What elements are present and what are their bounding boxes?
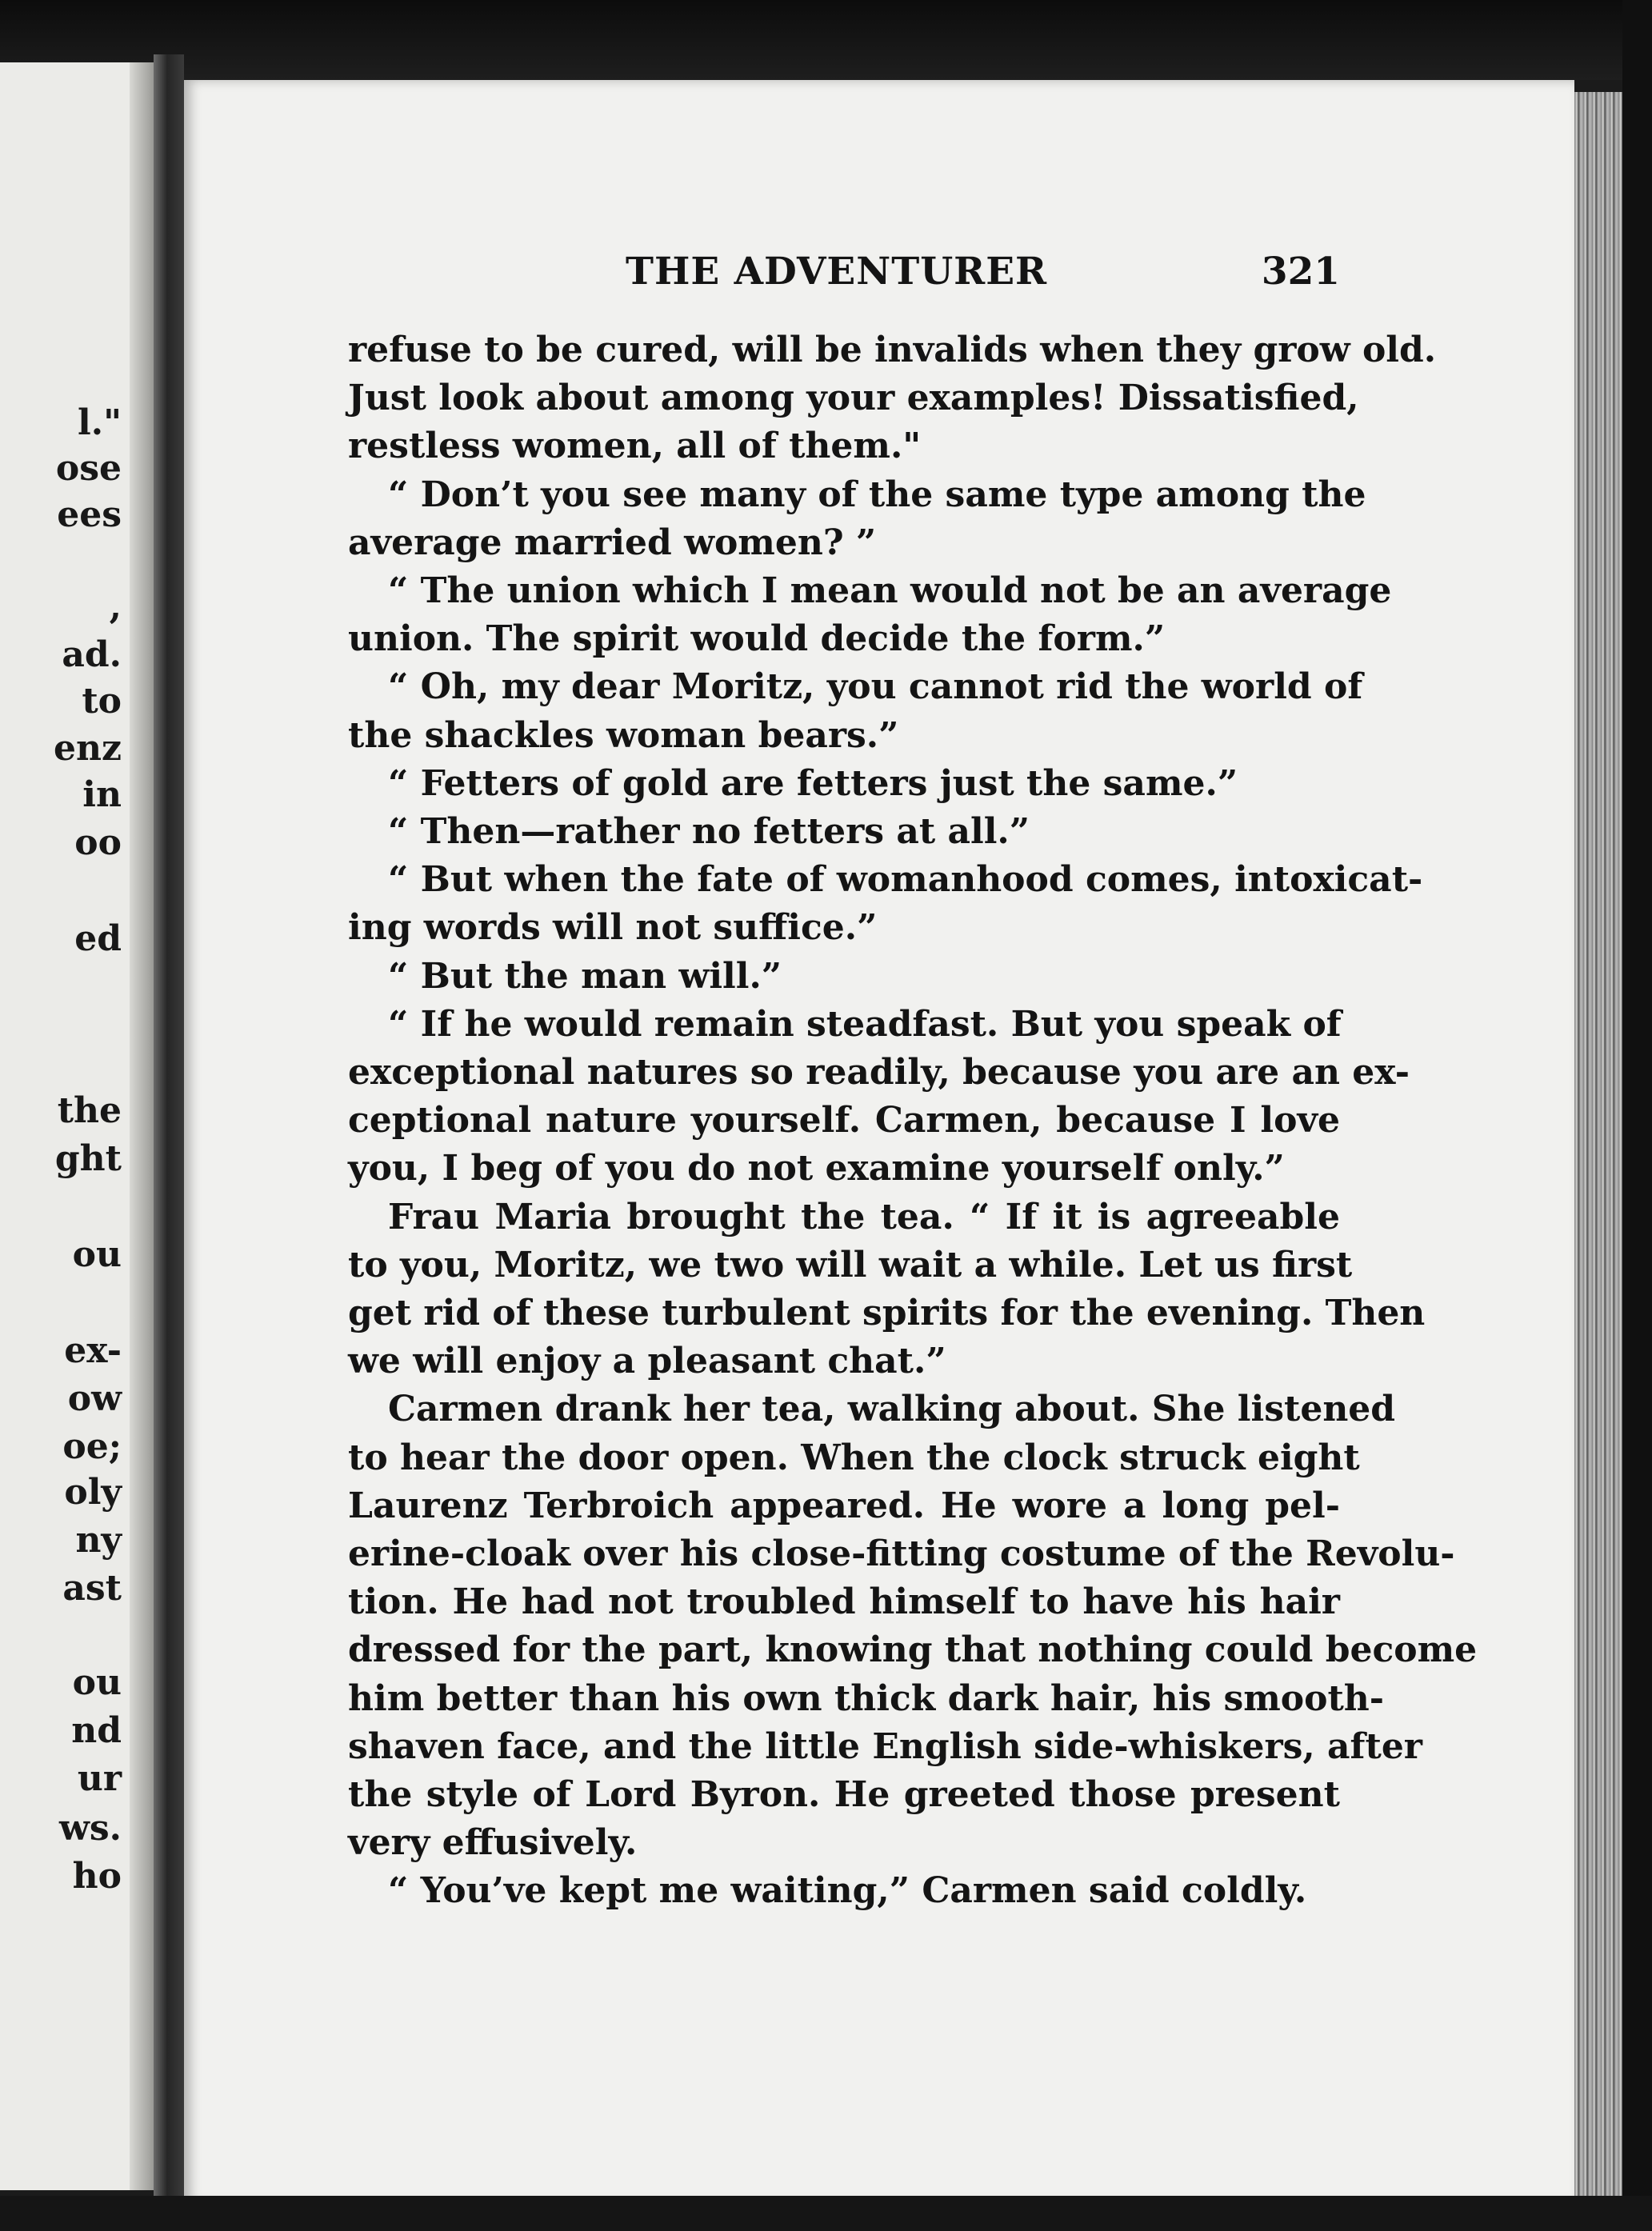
text-line: ing words will not suffice.” [348, 907, 878, 948]
left-page-fragment: ose [55, 448, 122, 489]
book-gutter [154, 54, 184, 2198]
left-page-fragment: oly [64, 1472, 122, 1513]
text-line: “ If he would remain steadfast. But you speak of [388, 1004, 1342, 1045]
text-line: Carmen drank her tea, walking about. She listened [388, 1389, 1396, 1429]
text-line: ceptional nature yourself. Carmen, because I love [348, 1100, 1340, 1141]
text-line: the shackles woman bears.” [348, 715, 899, 756]
text-line: “ You’ve kept me waiting,” Carmen said coldly. [388, 1870, 1307, 1911]
text-line: erine-cloak over his close-fitting costume of the Revolu- [348, 1533, 1455, 1574]
left-page-fragment: ad. [62, 634, 122, 675]
text-line: restless women, all of them." [348, 426, 922, 466]
text-line: exceptional natures so readily, because you are an ex- [348, 1052, 1410, 1093]
left-page-fragment: nd [71, 1710, 122, 1751]
text-line: shaven face, and the little English side-whiskers, after [348, 1726, 1422, 1767]
left-page-fragment: ou [72, 1234, 122, 1275]
text-line: Just look about among your examples! Dissatisfied, [348, 378, 1359, 418]
text-line: tion. He had not troubled himself to have his hair [348, 1581, 1340, 1622]
left-page-fragment: l." [78, 402, 122, 443]
text-line: “ But the man will.” [388, 956, 782, 997]
left-page-fragment: the [57, 1090, 122, 1131]
text-line: him better than his own thick dark hair, his smooth- [348, 1678, 1385, 1719]
left-page-edge [130, 62, 154, 2190]
left-page-fragment: ur [77, 1758, 122, 1799]
scan-border-right [1622, 0, 1652, 2231]
text-line: very effusively. [348, 1822, 638, 1863]
left-page-fragment: ow [67, 1378, 122, 1419]
left-page-fragment: enz [54, 728, 122, 769]
text-line: to you, Moritz, we two will wait a while. Let us first [348, 1245, 1353, 1285]
text-line: “ The union which I mean would not be an average [388, 570, 1392, 611]
text-line: Laurenz Terbroich appeared. He wore a long pel- [348, 1485, 1340, 1526]
text-line: “ Don’t you see many of the same type among the [388, 474, 1366, 515]
page-number: 321 [1261, 250, 1340, 294]
left-page-fragment: oe; [62, 1426, 122, 1467]
text-line: “ But when the fate of womanhood comes, intoxicat- [388, 859, 1423, 900]
text-line: “ Oh, my dear Moritz, you cannot rid the world of [388, 666, 1363, 707]
text-line: “ Fetters of gold are fetters just the same.” [388, 763, 1238, 804]
left-page-fragment: ex- [64, 1330, 122, 1371]
left-page-fragment: to [82, 681, 122, 722]
text-line: you, I beg of you do not examine yourself only.” [348, 1148, 1285, 1189]
left-page-fragment: oo [74, 822, 122, 863]
left-page [0, 62, 154, 2190]
left-page-fragment: , [109, 586, 122, 627]
running-title: THE ADVENTURER [626, 250, 1048, 294]
left-page-text-fragments [0, 62, 130, 2190]
scan-border-bottom [0, 2196, 1652, 2231]
page-stack-edge [1574, 92, 1622, 2212]
left-page-fragment: ght [54, 1138, 122, 1179]
left-page-fragment: ed [74, 918, 122, 959]
text-line: dressed for the part, knowing that nothing could become [348, 1629, 1478, 1670]
text-line: Frau Maria brought the tea. “ If it is agreeable [388, 1197, 1340, 1237]
left-page-fragment: ou [72, 1662, 122, 1703]
text-line: we will enjoy a pleasant chat.” [348, 1341, 946, 1381]
page-header [352, 250, 1340, 298]
text-line: to hear the door open. When the clock struck eight [348, 1437, 1360, 1478]
text-line: the style of Lord Byron. He greeted those present [348, 1774, 1340, 1815]
text-line: get rid of these turbulent spirits for the evening. Then [348, 1293, 1426, 1333]
left-page-fragment: ees [57, 494, 122, 535]
left-page-fragment: in [82, 774, 122, 815]
scan-border-top [0, 0, 1652, 80]
left-page-fragment: ws. [59, 1808, 122, 1849]
left-page-fragment: ast [62, 1568, 122, 1609]
text-line: refuse to be cured, will be invalids when they grow old. [348, 330, 1437, 370]
left-page-fragment: ho [72, 1856, 122, 1897]
left-page-fragment: ny [75, 1520, 122, 1561]
text-line: union. The spirit would decide the form.” [348, 618, 1166, 659]
text-line: “ Then—rather no fetters at all.” [388, 811, 1030, 852]
text-line: average married women? ” [348, 522, 877, 563]
